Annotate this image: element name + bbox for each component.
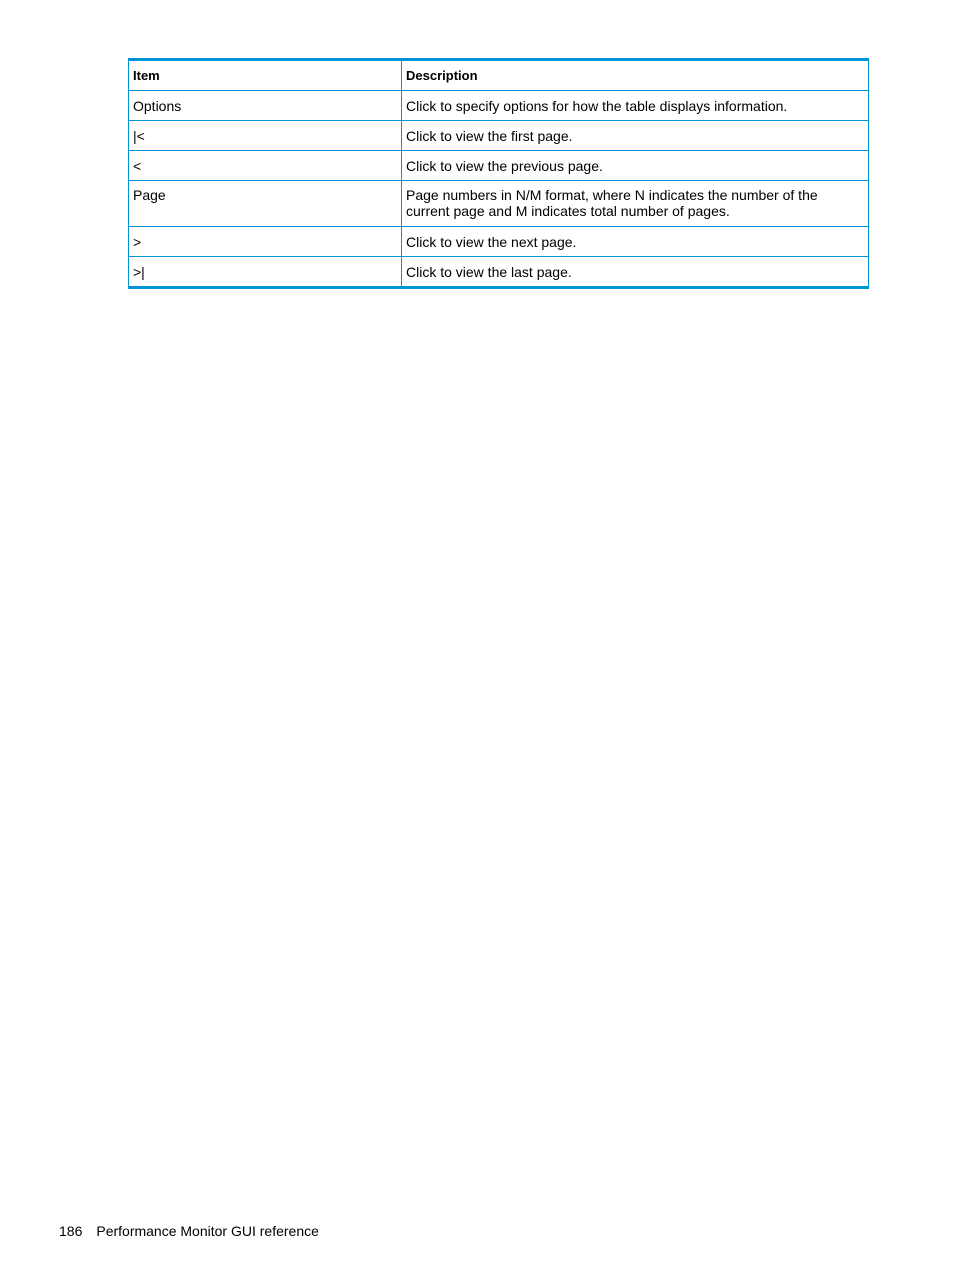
table-row xyxy=(129,227,869,257)
table-row xyxy=(129,151,869,181)
description-cell: Click to view the last page. xyxy=(402,257,869,288)
item-cell: Page xyxy=(129,181,402,227)
footer-section-title: Performance Monitor GUI reference xyxy=(96,1223,319,1239)
item-cell: |< xyxy=(129,121,402,151)
page-footer xyxy=(59,1222,319,1240)
table-row xyxy=(129,91,869,121)
reference-table xyxy=(128,58,869,289)
column-header-description: Description xyxy=(402,60,869,91)
description-cell: Click to specify options for how the table displays information. xyxy=(402,91,869,121)
description-cell: Click to view the next page. xyxy=(402,227,869,257)
item-cell: >| xyxy=(129,257,402,288)
description-cell: Click to view the previous page. xyxy=(402,151,869,181)
table-row xyxy=(129,121,869,151)
table-row xyxy=(129,181,869,227)
item-cell: Options xyxy=(129,91,402,121)
table-header-row xyxy=(129,60,869,91)
page-number: 186 xyxy=(59,1223,83,1239)
table-row xyxy=(129,257,869,288)
description-cell: Page numbers in N/M format, where N indicates the number of the current page and M indicates total number of pages. xyxy=(402,181,869,227)
description-cell: Click to view the first page. xyxy=(402,121,869,151)
column-header-item: Item xyxy=(129,60,402,91)
item-cell: > xyxy=(129,227,402,257)
item-cell: < xyxy=(129,151,402,181)
